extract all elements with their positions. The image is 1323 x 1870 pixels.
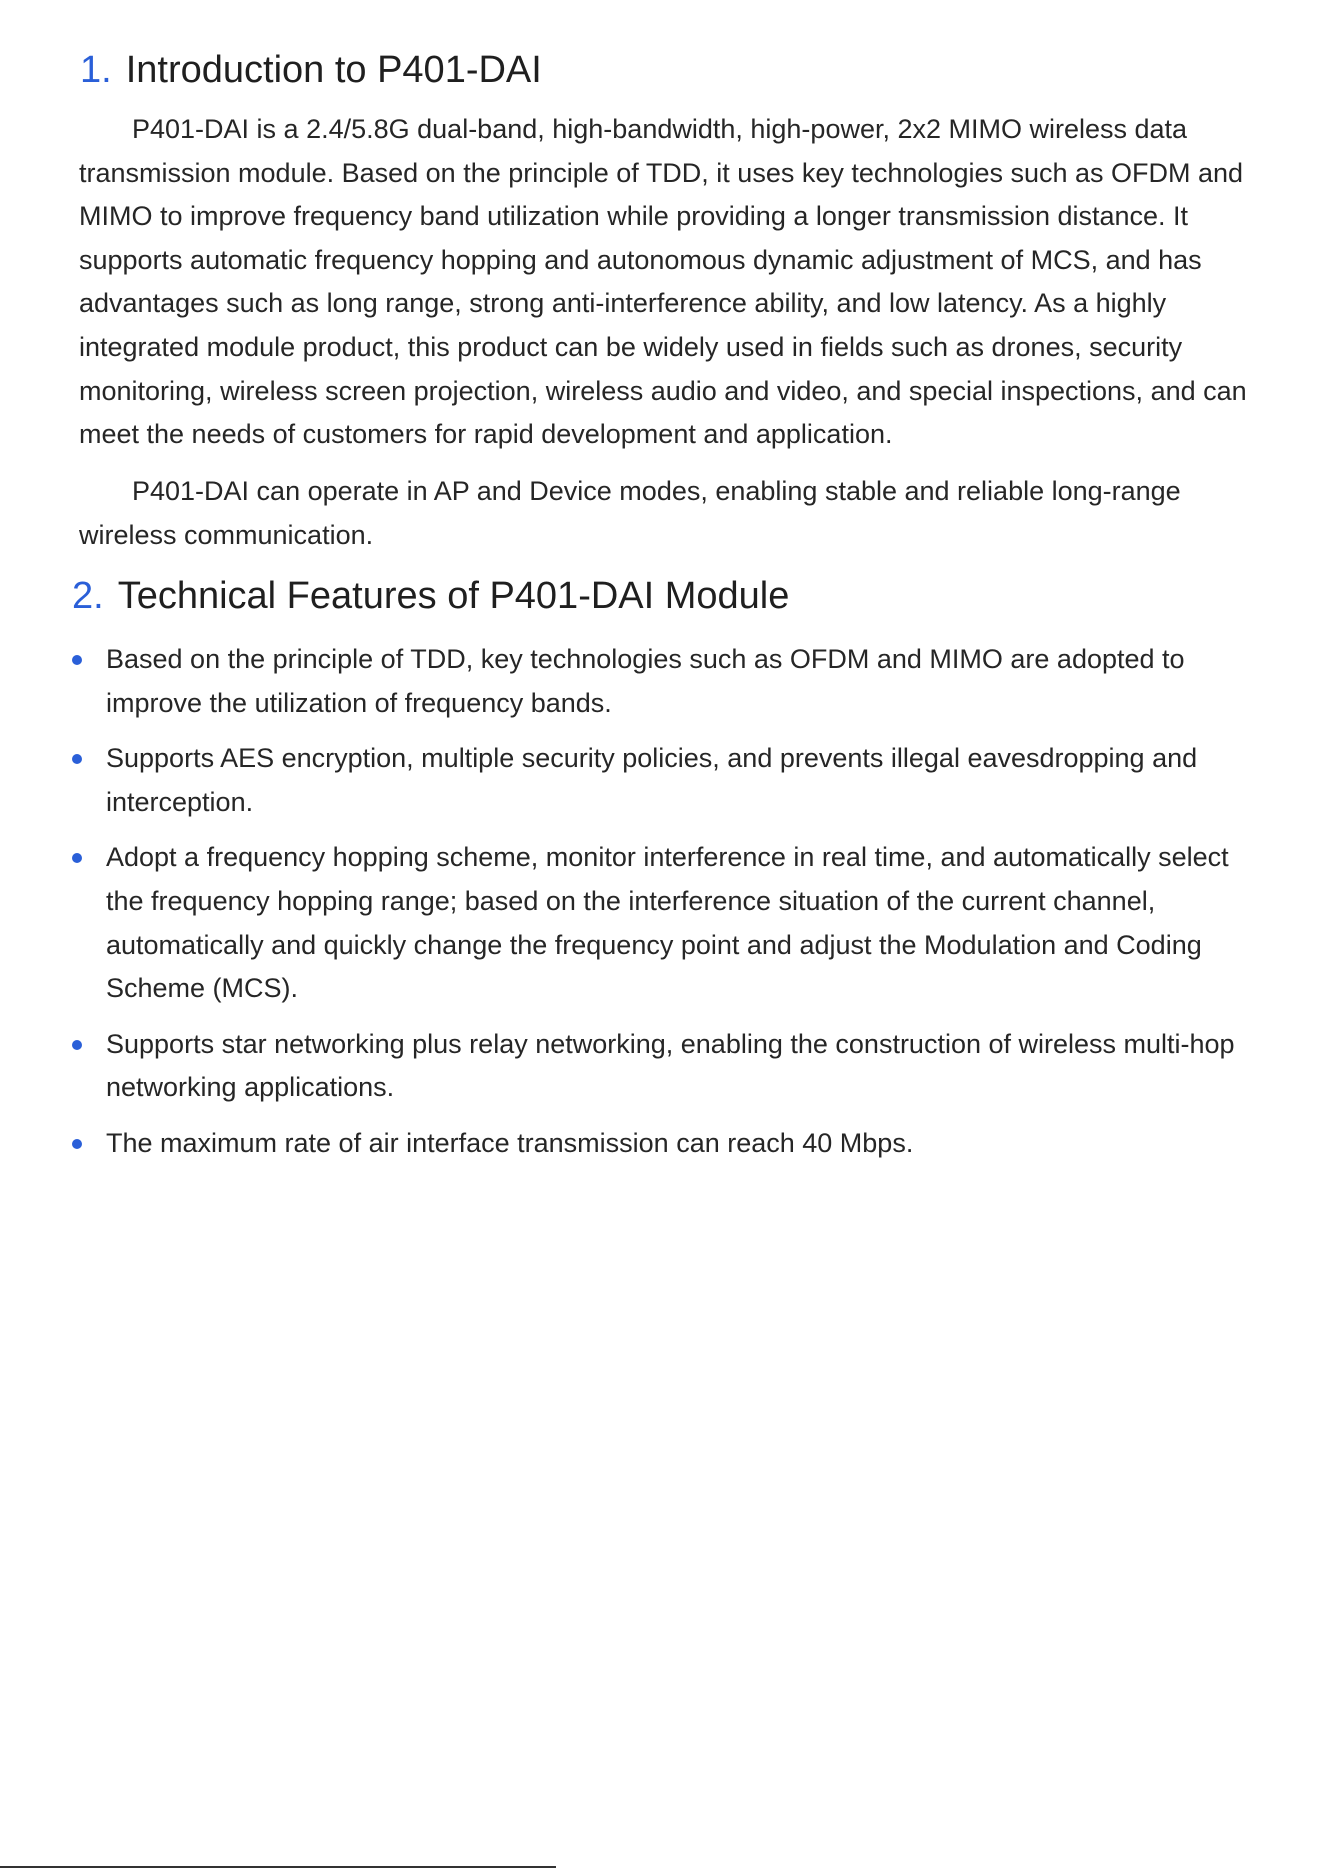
footer-divider	[0, 1866, 556, 1868]
feature-item	[72, 638, 1272, 725]
section-2-title: Technical Features of P401-DAI Module	[117, 575, 790, 617]
feature-text: Adopt a frequency hopping scheme, monitor interference in real time, and automatically select the frequency hopping range; based on the interference situation of the current channel, automatically and quickly change the frequency point and adjust the Modulation and Coding Scheme (MCS).	[106, 842, 1229, 1004]
bullet-dot-icon	[72, 754, 82, 764]
feature-text: Based on the principle of TDD, key technologies such as OFDM and MIMO are adopted to improve the utilization of frequency bands.	[106, 644, 1185, 718]
intro-paragraph-2: P401-DAI can operate in AP and Device modes, enabling stable and reliable long-range wireless communication.	[79, 476, 1181, 550]
feature-item	[72, 1023, 1272, 1110]
feature-text: The maximum rate of air interface transmission can reach 40 Mbps.	[106, 1127, 914, 1158]
bullet-dot-icon	[72, 853, 82, 863]
bullet-dot-icon	[72, 655, 82, 665]
feature-item	[72, 1122, 1272, 1166]
bullet-dot-icon	[72, 1040, 82, 1050]
feature-text: Supports star networking plus relay networking, enabling the construction of wireless multi-hop networking applications.	[106, 1028, 1235, 1103]
section-2-number: 2.	[72, 575, 104, 617]
feature-list	[72, 638, 1272, 1178]
intro-paragraph-1: P401-DAI is a 2.4/5.8G dual-band, high-bandwidth, high-power, 2x2 MIMO wireless data transmission module. Based on the principle of TDD, it uses key technologies such as OFDM and MIMO to improve frequency band utilization while providing a longer transmission distance. It supports automatic frequency hopping and autonomous dynamic adjustment of MCS, and has advantages such as long range, strong anti-interference ability, and low latency. As a highly integrated module product, this product can be widely used in fields such as drones, security monitoring, wireless screen projection, wireless audio and video, and special inspections, and can meet the needs of customers for rapid development and application.	[79, 114, 1247, 450]
section-2-heading	[72, 574, 789, 620]
section-1-heading	[80, 48, 542, 94]
feature-item	[72, 836, 1272, 1010]
feature-item	[72, 737, 1272, 824]
section-1-title: Introduction to P401-DAI	[125, 49, 542, 91]
feature-text: Supports AES encryption, multiple security policies, and prevents illegal eavesdropping and interception.	[106, 743, 1198, 817]
section-1-number: 1.	[80, 49, 112, 91]
bullet-dot-icon	[72, 1139, 82, 1149]
